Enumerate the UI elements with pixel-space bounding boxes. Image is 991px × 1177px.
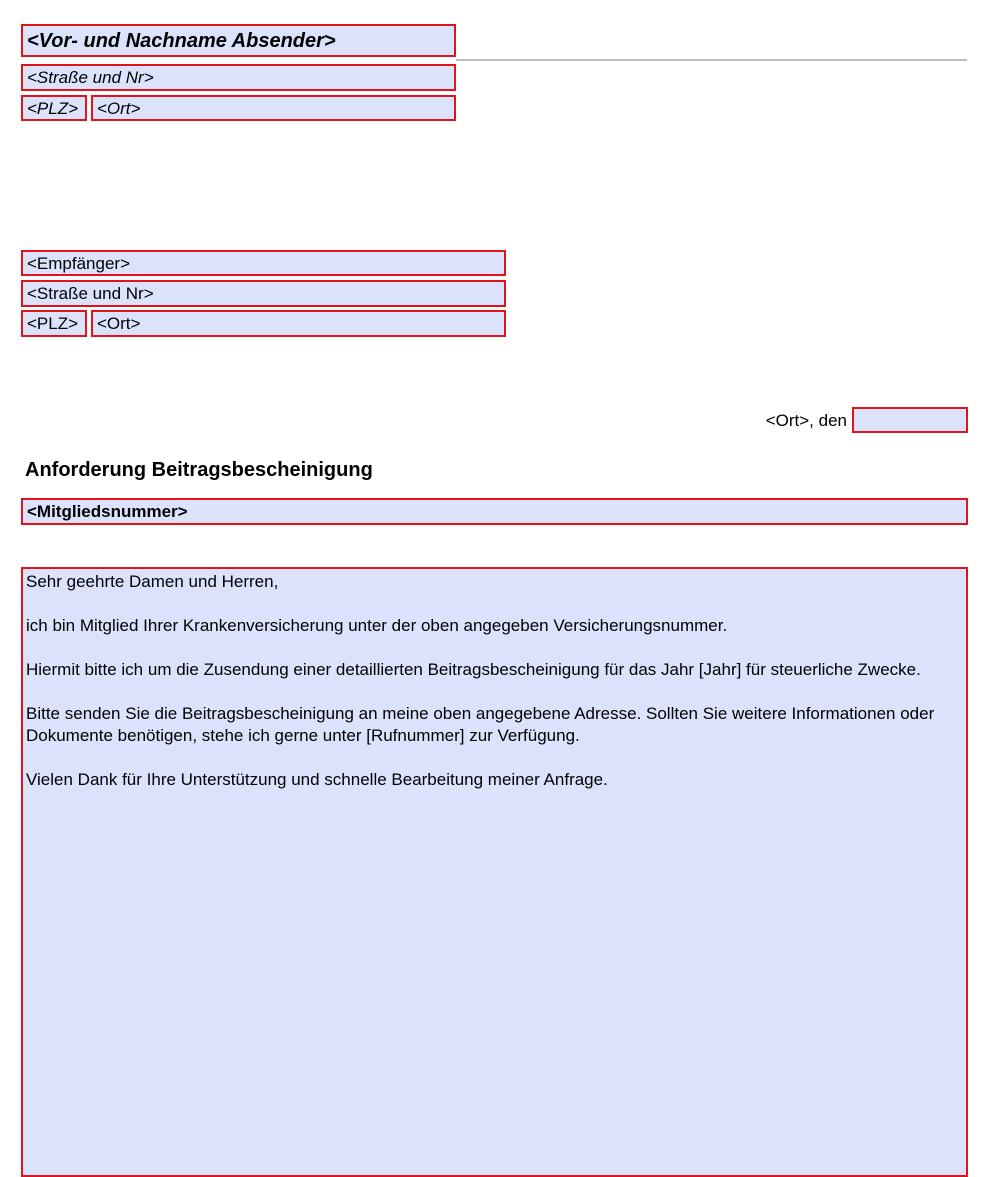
- sender-name-field[interactable]: <Vor- und Nachname Absender>: [21, 24, 456, 57]
- letter-body-field[interactable]: [21, 567, 968, 1177]
- header-divider: [456, 59, 967, 61]
- recipient-city-field[interactable]: <Ort>: [91, 310, 506, 337]
- member-number-field[interactable]: <Mitgliedsnummer>: [21, 498, 968, 525]
- sender-city-field[interactable]: <Ort>: [91, 95, 456, 121]
- letter-paragraph: Vielen Dank für Ihre Unterstützung und schnelle Bearbeitung meiner Anfrage.: [26, 770, 608, 789]
- date-label: <Ort>, den: [765, 411, 847, 430]
- letter-paragraph: ich bin Mitglied Ihrer Krankenversicherung unter der oben angegeben Versicherungsnummer.: [26, 616, 728, 635]
- recipient-name-field[interactable]: <Empfänger>: [21, 250, 506, 276]
- recipient-street-field[interactable]: <Straße und Nr>: [21, 280, 506, 307]
- recipient-plz-field[interactable]: <PLZ>: [21, 310, 87, 337]
- letter-paragraph: Bitte senden Sie die Beitragsbescheinigung an meine oben angegebene Adresse. Sollten Sie weitere Informationen oder Dokumente benötigen, stehe ich gerne unter [Rufnummer] zur Verfügung.: [26, 704, 935, 745]
- letter-paragraph: Hiermit bitte ich um die Zusendung einer detaillierten Beitragsbescheinigung für das Jahr [Jahr] für steuerliche Zwecke.: [26, 660, 921, 679]
- letter-greeting: Sehr geehrte Damen und Herren,: [26, 572, 279, 591]
- sender-plz-field[interactable]: <PLZ>: [21, 95, 87, 121]
- subject-heading: Anforderung Beitragsbescheinigung: [25, 459, 373, 481]
- date-field[interactable]: [852, 407, 968, 433]
- sender-street-field[interactable]: <Straße und Nr>: [21, 64, 456, 91]
